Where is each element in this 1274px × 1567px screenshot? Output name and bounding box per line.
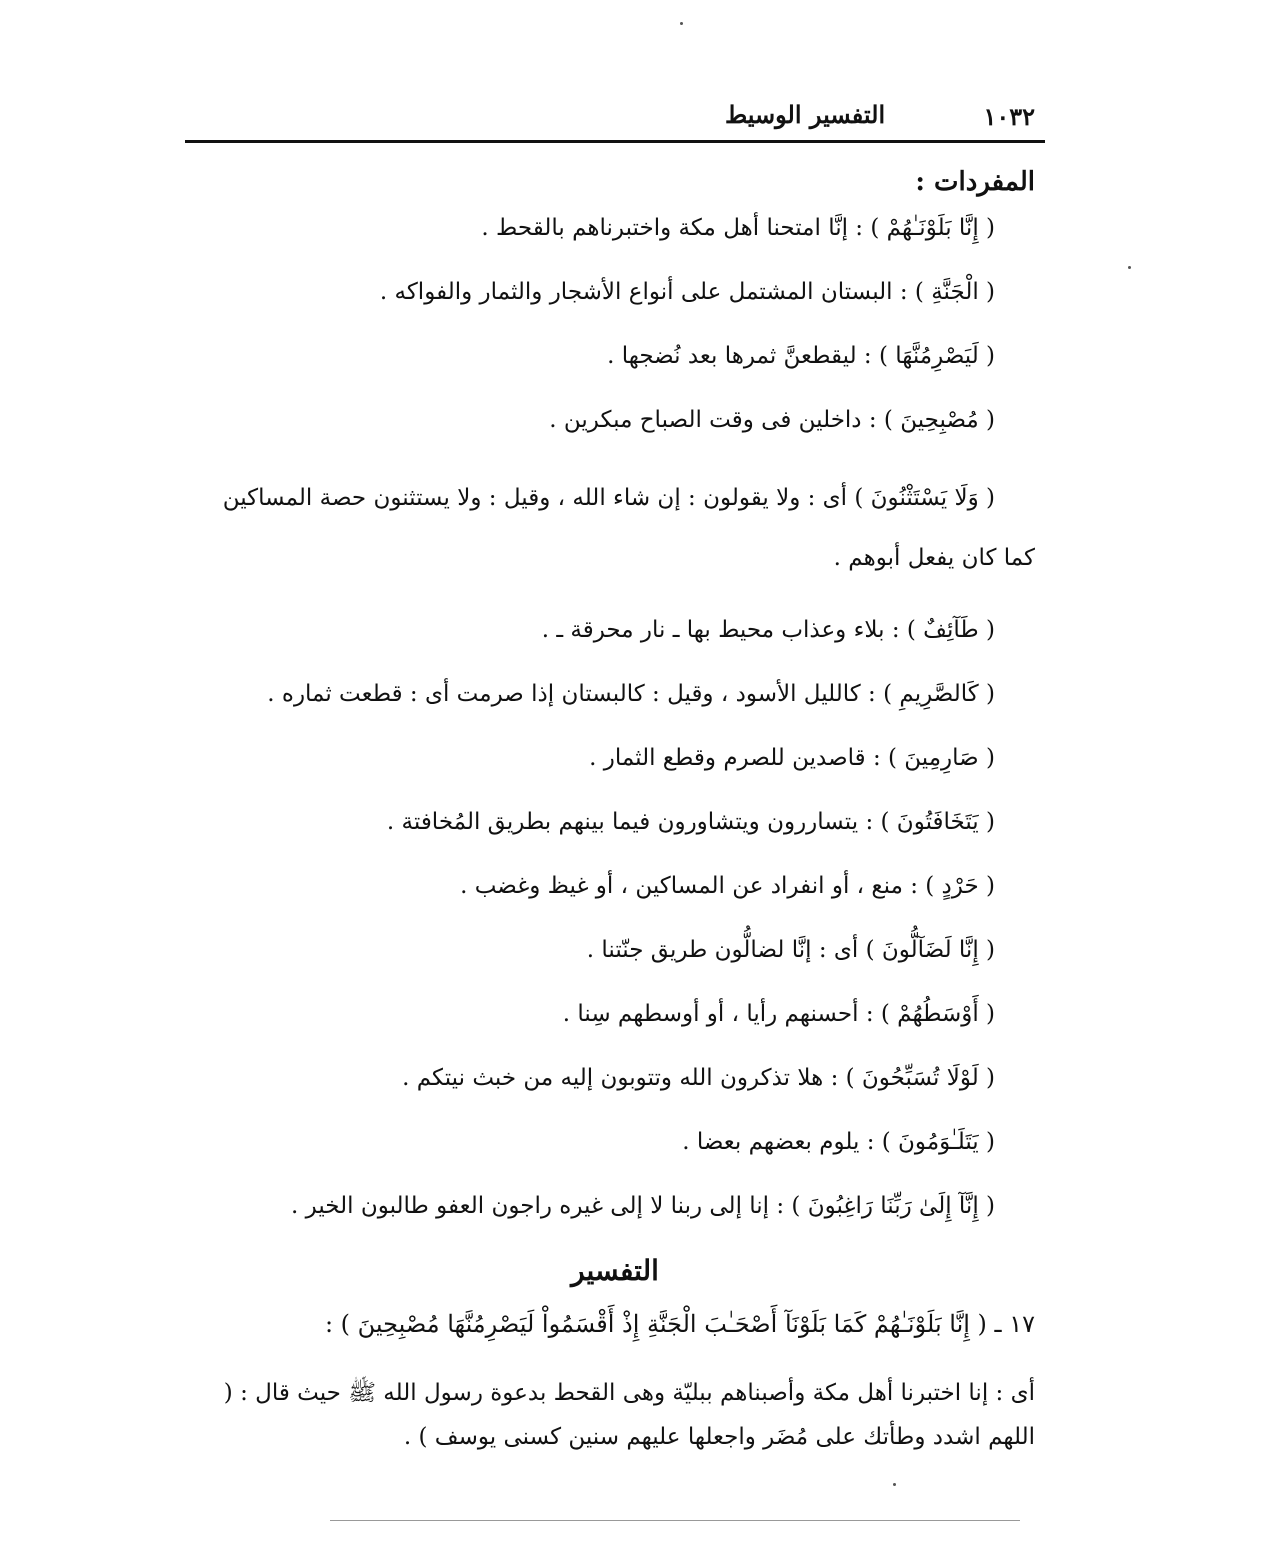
glossary-entry: ( يَتَخَافَتُونَ ) : يتساررون ويتشاورون فيما بينهم بطريق المُخافتة . bbox=[386, 809, 995, 835]
page-content bbox=[195, 160, 1035, 1459]
page-number: ١٠٣٢ bbox=[983, 102, 1035, 131]
quran-verse: ١٧ ـ ( إِنَّا بَلَوْنَـٰهُمْ كَمَا بَلَوْنَآ أَصْحَـٰبَ الْجَنَّةِ إِذْ أَقْسَمُواْ لَيَصْرِمُنَّهَا مُصْبِحِينَ ) : bbox=[324, 1310, 1035, 1338]
glossary-entry: ( إِنَّآ إِلَىٰ رَبِّنَا رَاغِبُونَ ) : إنا إلى ربنا لا إلى غيره راجون العفو طالبون الخير . bbox=[291, 1193, 995, 1219]
glossary-entry: ( لَيَصْرِمُنَّهَا ) : ليقطعنَّ ثمرها بعد نُضجها . bbox=[607, 343, 995, 369]
glossary-entry: ( طَآئِفٌ ) : بلاء وعذاب محيط بها ـ نار محرقة ـ . bbox=[541, 617, 995, 643]
glossary-entry: ( حَرْدٍ ) : منع ، أو انفراد عن المساكين ، أو غيظ وغضب . bbox=[460, 873, 995, 899]
section-heading-tafsir: التفسير bbox=[571, 1254, 659, 1287]
glossary-entry: ( صَارِمِينَ ) : قاصدين للصرم وقطع الثمار . bbox=[589, 745, 995, 771]
header-rule bbox=[185, 140, 1045, 143]
running-title: التفسير الوسيط bbox=[725, 100, 886, 129]
page-header bbox=[185, 100, 1045, 132]
glossary-entry: ( أَوْسَطُهُمْ ) : أحسنهم رأيا ، أو أوسطهم سِنا . bbox=[562, 1001, 995, 1027]
glossary-entry: ( يَتَلَـٰوَمُونَ ) : يلوم بعضهم بعضا . bbox=[682, 1129, 995, 1155]
glossary-entry: ( إِنَّا لَضَآلُّونَ ) أى : إنَّا لضالُّون طريق جنّتنا . bbox=[586, 937, 995, 963]
glossary-entry: ( وَلَا يَسْتَثْنُونَ ) أى : ولا يقولون : إن شاء الله ، وقيل : ولا يستثنون حصة المساكين كما كان يفعل أبوهم . bbox=[222, 485, 1035, 571]
scan-speck bbox=[893, 1483, 896, 1486]
glossary-entry: ( إِنَّا بَلَوْنَـٰهُمْ ) : إنَّا امتحنا أهل مكة واختبرناهم بالقحط . bbox=[481, 215, 995, 241]
footer-rule bbox=[330, 1520, 1020, 1521]
glossary-entry: ( كَالصَّرِيمِ ) : كالليل الأسود ، وقيل : كالبستان إذا صرمت أى : قطعت ثماره . bbox=[267, 681, 995, 707]
glossary-entry: ( لَوْلَا تُسَبِّحُونَ ) : هلا تذكرون الله وتتوبون إليه من خبث نيتكم . bbox=[402, 1065, 995, 1091]
scan-speck bbox=[680, 22, 683, 25]
scan-speck bbox=[1128, 266, 1131, 269]
section-heading-mufradat: المفردات : bbox=[915, 167, 1035, 197]
glossary-entry: ( مُصْبِحِينَ ) : داخلين فى وقت الصباح مبكرين . bbox=[549, 407, 995, 433]
glossary-entry: ( الْجَنَّةِ ) : البستان المشتمل على أنواع الأشجار والثمار والفواكه . bbox=[379, 279, 995, 305]
tafsir-paragraph: أى : إنا اختبرنا أهل مكة وأصبناهم ببليّة وهى القحط بدعوة رسول الله ﷺ حيث قال : ( اللهم اشدد وطأتك على مُضَر واجعلها عليهم سنين كسنى يوسف ) . bbox=[223, 1380, 1035, 1450]
